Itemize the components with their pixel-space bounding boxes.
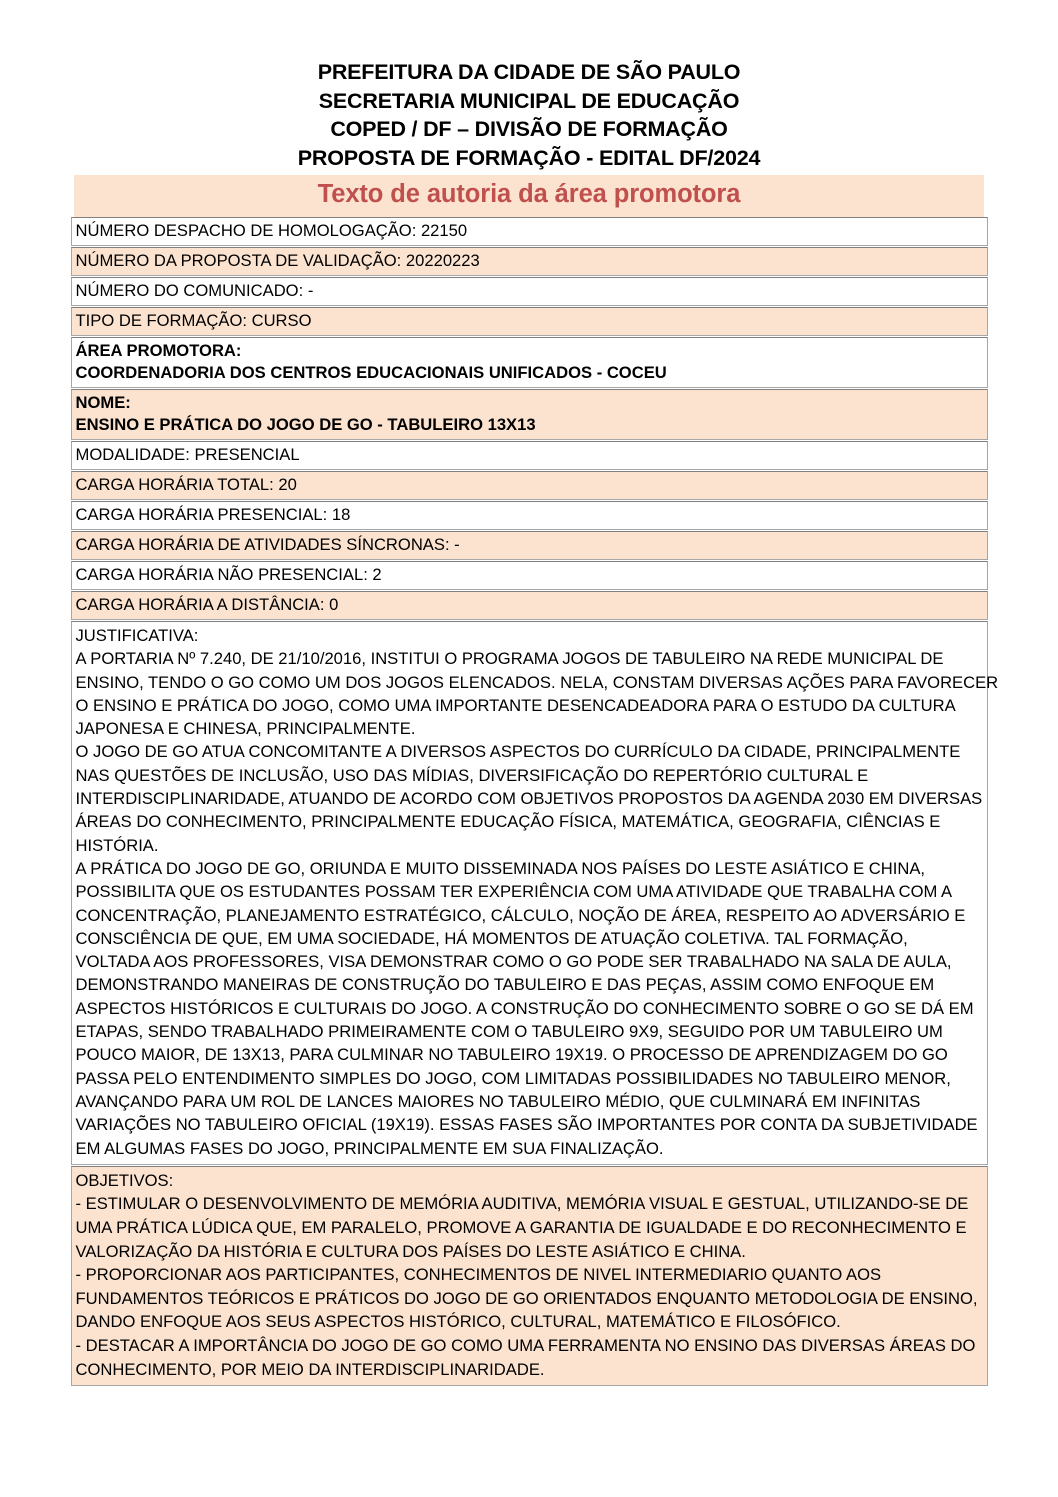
field-line: HISTÓRIA. [75, 835, 159, 855]
field-line: DEMONSTRANDO MANEIRAS DE CONSTRUÇÃO DO TABULEIRO E DAS PEÇAS, ASSIM COMO ENFOQUE EM [75, 975, 935, 995]
field-line: MODALIDADE: PRESENCIAL [75, 445, 300, 464]
field-line: ENSINO, TENDO O GO COMO UM DOS JOGOS ELENCADOS. NELA, CONSTAM DIVERSAS AÇÕES PARA FAVORECER [75, 672, 999, 692]
field-line: JUSTIFICATIVA: [75, 626, 199, 645]
field-row-area-promotora [71, 337, 988, 388]
banner-title: Texto de autoria da área promotora [317, 180, 741, 208]
field-line: CONCENTRAÇÃO, PLANEJAMENTO ESTRATÉGICO, CÁLCULO, NOÇÃO DE ÁREA, RESPEITO AO ADVERSÁRIO E [75, 905, 966, 925]
field-line: PASSA PELO ENTENDIMENTO SIMPLES DO JOGO, COM LIMITADAS POSSIBILIDADES NO TABULEIRO MENOR, [75, 1068, 951, 1088]
document-header [0, 0, 1058, 172]
field-line: ASPECTOS HISTÓRICOS E CULTURAIS DO JOGO. A CONSTRUÇÃO DO CONHECIMENTO SOBRE O GO SE DÁ EM [75, 998, 974, 1018]
field-line: UMA PRÁTICA LÚDICA QUE, EM PARALELO, PROMOVE A GARANTIA DE IGUALDADE E DO RECONHECIMENTO E [75, 1218, 967, 1238]
field-line: ÁREA PROMOTORA: [75, 341, 242, 360]
field-line: CONSCIÊNCIA DE QUE, EM UMA SOCIEDADE, HÁ MOMENTOS DE ATUAÇÃO COLETIVA. TAL FORMAÇÃO, [75, 928, 908, 948]
field-line: FUNDAMENTOS TEÓRICOS E PRÁTICOS DO JOGO DE GO ORIENTADOS ENQUANTO METODOLOGIA DE ENSINO, [75, 1288, 978, 1308]
field-row-carga-horaria-total [71, 471, 988, 500]
field-line: CARGA HORÁRIA PRESENCIAL: 18 [75, 505, 351, 524]
field-line: ETAPAS, SENDO TRABALHADO PRIMEIRAMENTE COM O TABULEIRO 9X9, SEGUIDO POR UM TABULEIRO UM [75, 1022, 943, 1042]
field-line: A PRÁTICA DO JOGO DE GO, ORIUNDA E MUITO DISSEMINADA NOS PAÍSES DO LESTE ASIÁTICO E CHINA, [75, 858, 926, 878]
field-row-justificativa [71, 621, 999, 1165]
field-line: O ENSINO E PRÁTICA DO JOGO, COMO UMA IMPORTANTE DESENCADEADORA PARA O ESTUDO DA CULTURA [75, 695, 956, 715]
field-row-carga-horaria-nao-presencial [71, 561, 988, 590]
header-line-4: PROPOSTA DE FORMAÇÃO - EDITAL DF/2024 [297, 145, 761, 170]
field-line: - DESTACAR A IMPORTÂNCIA DO JOGO DE GO COMO UMA FERRAMENTA NO ENSINO DAS DIVERSAS ÁREAS DO [75, 1335, 976, 1355]
field-line: JAPONESA E CHINESA, PRINCIPALMENTE. [75, 719, 416, 739]
field-line: NOME: [75, 393, 131, 412]
field-row-numero-proposta-validacao [71, 247, 988, 276]
field-row-carga-horaria-a-distancia [71, 591, 988, 620]
header-line-3: COPED / DF – DIVISÃO DE FORMAÇÃO [330, 117, 728, 141]
field-line: ENSINO E PRÁTICA DO JOGO DE GO - TABULEIRO 13X13 [75, 415, 536, 434]
field-line: NÚMERO DA PROPOSTA DE VALIDAÇÃO: 20220223 [75, 251, 480, 270]
field-line: CARGA HORÁRIA DE ATIVIDADES SÍNCRONAS: - [75, 535, 460, 554]
title-banner [74, 175, 984, 217]
field-line: POSSIBILITA QUE OS ESTUDANTES POSSAM TER EXPERIÊNCIA COM UMA ATIVIDADE QUE TRABALHA COM A [75, 882, 953, 902]
field-row-carga-horaria-presencial [71, 501, 988, 530]
field-line: DANDO ENFOQUE AOS SEUS ASPECTOS HISTÓRICO, CULTURAL, MATEMÁTICO E FILOSÓFICO. [75, 1312, 841, 1332]
field-line: POUCO MAIOR, DE 13X13, PARA CULMINAR NO TABULEIRO 19X19. O PROCESSO DE APRENDIZAGEM DO GO [75, 1045, 948, 1065]
field-line: NAS QUESTÕES DE INCLUSÃO, USO DAS MÍDIAS, DIVERSIFICAÇÃO DO REPERTÓRIO CULTURAL E [75, 765, 869, 785]
field-row-numero-comunicado [71, 277, 988, 306]
field-line: EM ALGUMAS FASES DO JOGO, PRINCIPALMENTE EM SUA FINALIZAÇÃO. [75, 1138, 664, 1158]
field-line: AVANÇANDO PARA UM ROL DE LANCES MAIORES NO TABULEIRO MÉDIO, QUE CULMINARÁ EM INFINITAS [75, 1091, 921, 1111]
field-line: OBJETIVOS: [75, 1170, 174, 1190]
field-line: TIPO DE FORMAÇÃO: CURSO [75, 311, 312, 330]
field-line: NÚMERO DESPACHO DE HOMOLOGAÇÃO: 22150 [75, 221, 468, 240]
field-line: CARGA HORÁRIA TOTAL: 20 [75, 475, 297, 494]
field-line: VALORIZAÇÃO DA HISTÓRIA E CULTURA DOS PAÍSES DO LESTE ASIÁTICO E CHINA. [75, 1241, 746, 1261]
field-row-tipo-de-formacao [71, 307, 988, 336]
field-line: CONHECIMENTO, POR MEIO DA INTERDISCIPLINARIDADE. [75, 1359, 545, 1379]
field-line: CARGA HORÁRIA A DISTÂNCIA: 0 [75, 595, 339, 614]
field-line: ÁREAS DO CONHECIMENTO, PRINCIPALMENTE EDUCAÇÃO FÍSICA, MATEMÁTICA, GEOGRAFIA, CIÊNCIAS E [75, 812, 941, 832]
field-row-nome [71, 389, 988, 440]
field-row-carga-horaria-atividades-sincronas [71, 531, 988, 560]
field-row-objetivos [71, 1166, 988, 1386]
field-line: COORDENADORIA DOS CENTROS EDUCACIONAIS UNIFICADOS - COCEU [75, 363, 667, 382]
field-row-numero-despacho-homologacao [71, 217, 988, 246]
field-line: O JOGO DE GO ATUA CONCOMITANTE A DIVERSOS ASPECTOS DO CURRÍCULO DA CIDADE, PRINCIPALMENTE [75, 742, 961, 762]
field-line: NÚMERO DO COMUNICADO: - [75, 281, 314, 300]
field-line: VARIAÇÕES NO TABULEIRO OFICIAL (19X19). ESSAS FASES SÃO IMPORTANTES POR CONTA DA SUBJETIVIDADE [75, 1115, 978, 1135]
header-line-2: SECRETARIA MUNICIPAL DE EDUCAÇÃO [318, 88, 740, 113]
field-line: VOLTADA AOS PROFESSORES, VISA DEMONSTRAR COMO O GO PODE SER TRABALHADO NA SALA DE AULA, [75, 952, 952, 972]
field-line: - PROPORCIONAR AOS PARTICIPANTES, CONHECIMENTOS DE NIVEL INTERMEDIARIO QUANTO AOS [75, 1265, 882, 1285]
proposal-fields-table [71, 217, 999, 1386]
header-line-1: PREFEITURA DA CIDADE DE SÃO PAULO [317, 60, 741, 84]
field-line: A PORTARIA Nº 7.240, DE 21/10/2016, INSTITUI O PROGRAMA JOGOS DE TABULEIRO NA REDE MUNICIPAL DE [75, 649, 944, 669]
field-row-modalidade [71, 441, 988, 470]
field-line: - ESTIMULAR O DESENVOLVIMENTO DE MEMÓRIA AUDITIVA, MEMÓRIA VISUAL E GESTUAL, UTILIZANDO-SE DE [75, 1194, 969, 1214]
field-line: CARGA HORÁRIA NÃO PRESENCIAL: 2 [75, 565, 382, 584]
field-line: INTERDISCIPLINARIDADE, ATUANDO DE ACORDO COM OBJETIVOS PROPOSTOS DA AGENDA 2030 EM DIVERSAS [75, 789, 983, 809]
